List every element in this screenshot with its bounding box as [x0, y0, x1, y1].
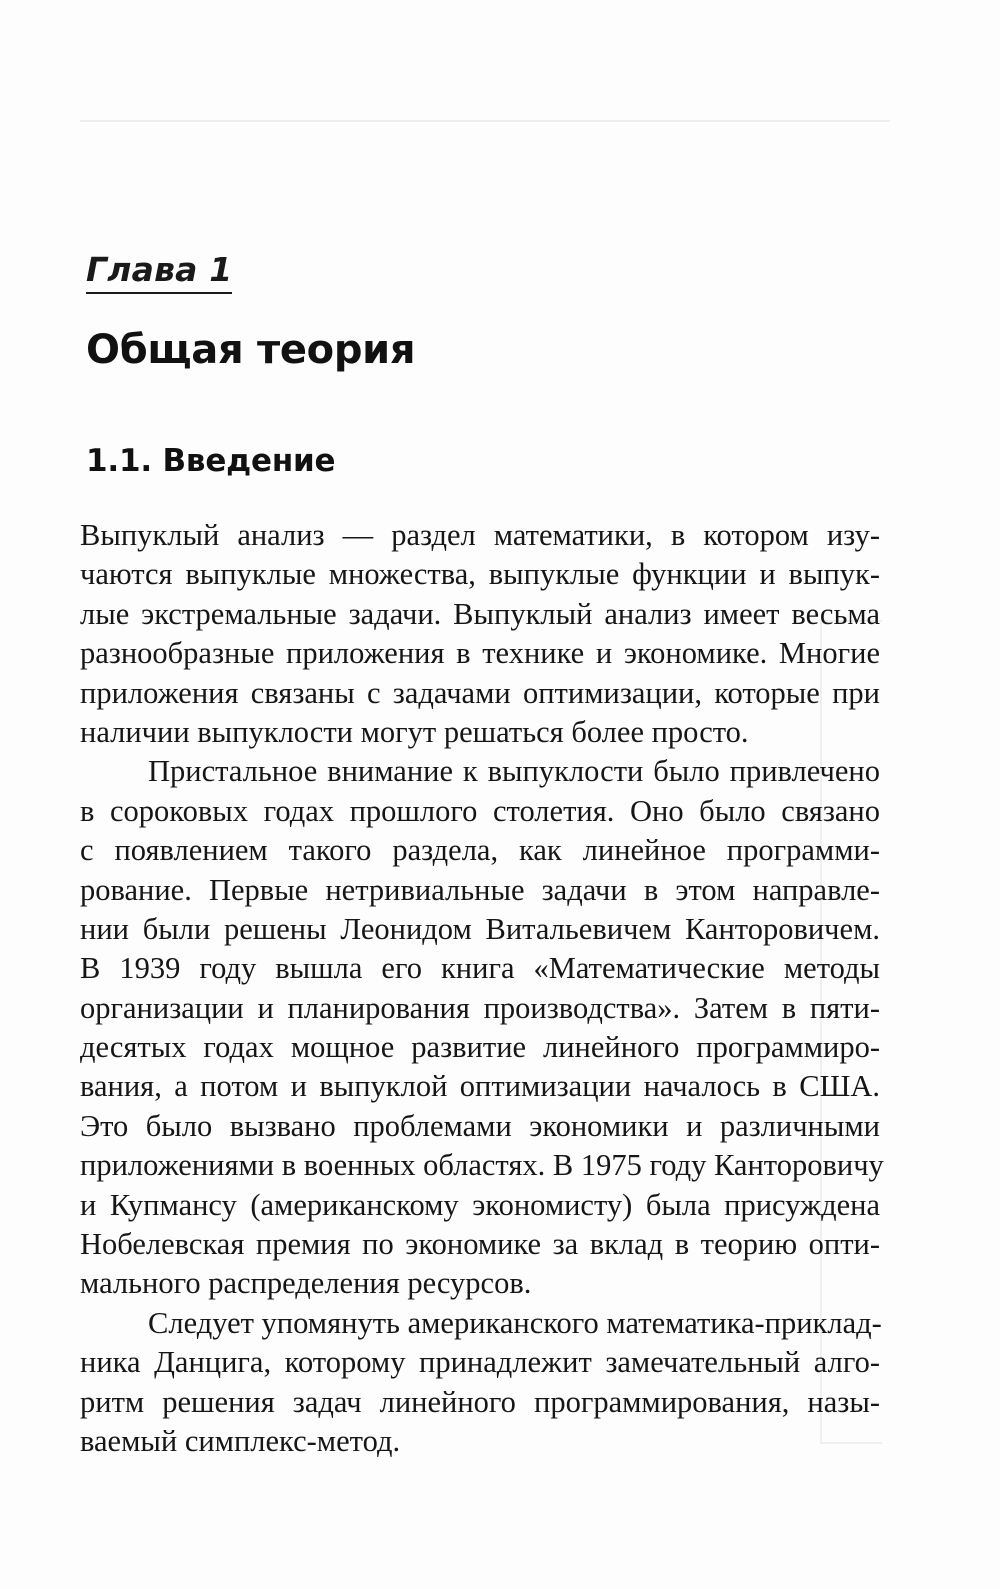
text-line: десятых годах мощное развитие линейного программиро-	[80, 1030, 880, 1065]
text-line: организации и планирования производства». Затем в пяти-	[80, 990, 880, 1025]
text-line: лые экстремальные задачи. Выпуклый анализ имеет весьма	[80, 596, 880, 631]
text-line: чаются выпуклые множества, выпуклые функции и выпук-	[80, 557, 880, 592]
text-line: и Купмансу (американскому экономисту) была присуждена	[80, 1187, 880, 1222]
chapter-title: Общая теория	[86, 327, 416, 373]
text-line: ваемый симплекс-метод.	[80, 1423, 401, 1458]
paragraph-3	[80, 1304, 880, 1462]
text-line: ритм решения задач линейного программирования, назы-	[80, 1384, 880, 1419]
section-title: 1.1. Введение	[86, 443, 336, 479]
text-line: разнообразные приложения в технике и экономике. Многие	[80, 636, 880, 671]
text-line: в сороковых годах прошлого столетия. Оно было связано	[80, 793, 880, 828]
text-line: приложения связаны с задачами оптимизации, которые при	[80, 675, 880, 710]
text-line: Нобелевская премия по экономике за вклад в теорию опти-	[80, 1227, 880, 1262]
text-line: нии были решены Леонидом Витальевичем Канторовичем.	[80, 911, 880, 946]
bleed-through-header-rule	[80, 120, 890, 122]
chapter-label: Глава 1	[86, 252, 232, 294]
text-line: наличии выпуклости могут решаться более просто.	[80, 714, 749, 749]
text-line: мального распределения ресурсов.	[80, 1266, 532, 1301]
text-line: рование. Первые нетривиальные задачи в этом направле-	[80, 872, 880, 907]
paragraph-1	[80, 516, 880, 752]
text-line: Следует упомянуть американского математика-приклад-	[148, 1305, 882, 1340]
text-line: В 1939 году вышла его книга «Математические методы	[80, 951, 880, 986]
text-line: Это было вызвано проблемами экономики и различными	[80, 1108, 880, 1143]
text-line: вания, а потом и выпуклой оптимизации началось в США.	[80, 1069, 880, 1104]
text-line: Пристальное внимание к выпуклости было привлечено	[148, 754, 880, 789]
body-text	[80, 516, 884, 1461]
text-line: с появлением такого раздела, как линейное программи-	[80, 833, 880, 868]
text-line: приложениями в военных областях. В 1975 году Канторовичу	[80, 1148, 884, 1183]
paragraph-2	[80, 752, 884, 1303]
text-line: Выпуклый анализ — раздел математики, в котором изу-	[80, 518, 880, 552]
text-line: ника Данцига, которому принадлежит замечательный алго-	[80, 1345, 880, 1380]
